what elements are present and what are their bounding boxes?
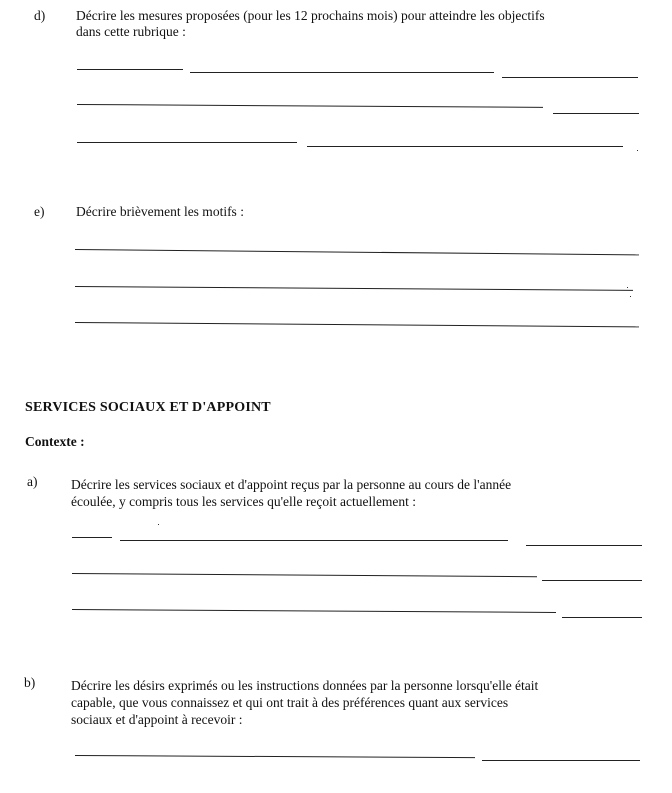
- item-label-a: a): [27, 474, 38, 489]
- item-d-text-line2: dans cette rubrique :: [76, 24, 186, 39]
- scan-speck: [158, 524, 159, 525]
- item-a-text-line1: Décrire les services sociaux et d'appoint reçus par la personne au cours de l'année: [71, 477, 512, 492]
- item-b-text-line2: capable, que vous connaissez et qui ont trait à des préférences quant aux services: [71, 695, 509, 710]
- item-d-text-line1: Décrire les mesures proposées (pour les 12 prochains mois) pour atteindre les objectifs: [76, 8, 545, 23]
- item-label-e: e): [34, 204, 45, 219]
- item-b-text-line3: sociaux et d'appoint à recevoir :: [71, 712, 243, 727]
- item-e-text-line1: Décrire brièvement les motifs :: [76, 204, 244, 219]
- section-heading-services: SERVICES SOCIAUX ET D'APPOINT: [25, 400, 271, 415]
- item-label-d: d): [34, 8, 46, 23]
- subheading-contexte: Contexte :: [25, 434, 85, 449]
- item-a-text-line2: écoulée, y compris tous les services qu'elle reçoit actuellement :: [71, 494, 417, 509]
- item-b-text-line1: Décrire les désirs exprimés ou les instructions données par la personne lorsqu'elle était: [71, 678, 539, 693]
- item-label-b: b): [24, 675, 36, 690]
